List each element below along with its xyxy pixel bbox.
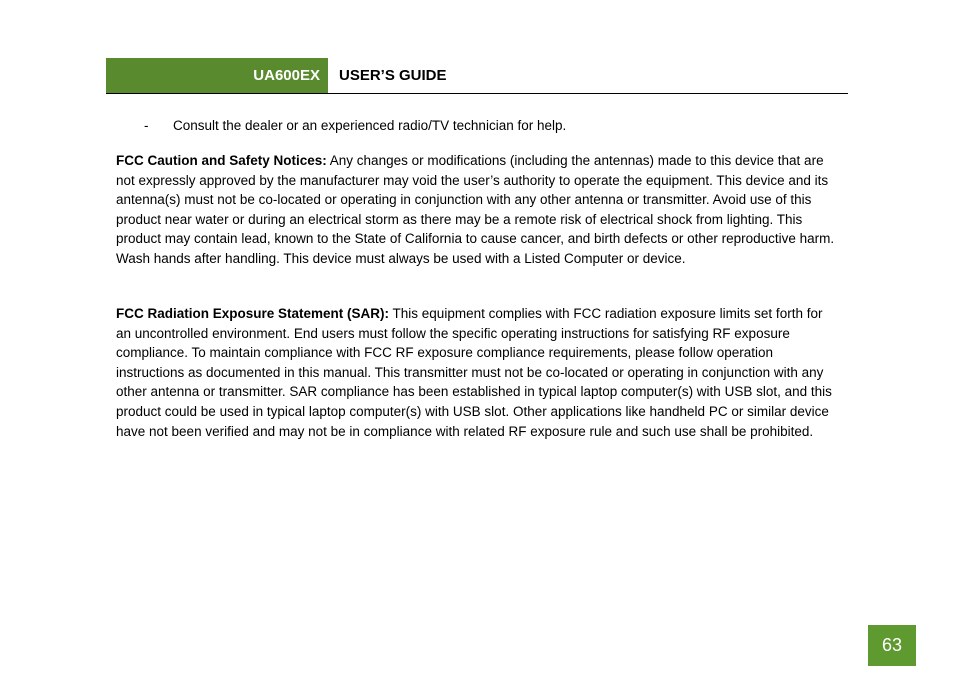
bullet-text: Consult the dealer or an experienced radio/TV technician for help.: [173, 118, 567, 133]
guide-title: USER’S GUIDE: [339, 67, 447, 84]
page-header: [106, 58, 848, 94]
fcc-radiation-paragraph: [116, 304, 840, 441]
fcc-radiation-body: This equipment complies with FCC radiation exposure limits set forth for an uncontrolled environment. End users must follow the specific operating instructions for satisfying RF exposure compliance. To maintain compliance with FCC RF exposure compliance requirements, please follow operation instructions as documented in this manual. This transmitter must not be co-located or operating in conjunction with any other antenna or transmitter. SAR compliance has been established in typical laptop computer(s) with USB slot, and this product could be used in typical laptop computer(s) with USB slot. Other applications like handheld PC or similar device have not been verified and may not be in compliance with related RF exposure rule and such use shall be prohibited.: [116, 306, 832, 439]
page-number-badge: 63: [868, 625, 916, 666]
fcc-caution-body: Any changes or modifications (including the antennas) made to this device that are not expressly approved by the manufacturer may void the user’s authority to operate the equipment. This device and its antenna(s) must not be co-located or operating in conjunction with any other antenna or transmitter. Avoid use of this product near water or during an electrical storm as there may be a remote risk of electrical shock from lighting. This product may contain lead, known to the State of California to cause cancer, and birth defects or other reproductive harm. Wash hands after handling. This device must always be used with a Listed Computer or device.: [116, 153, 835, 266]
bullet-dash: -: [144, 118, 149, 133]
fcc-caution-heading: FCC Caution and Safety Notices:: [116, 153, 327, 168]
fcc-caution-paragraph: [116, 151, 840, 269]
model-badge: UA600EX: [106, 58, 328, 93]
fcc-radiation-heading: FCC Radiation Exposure Statement (SAR):: [116, 306, 390, 321]
